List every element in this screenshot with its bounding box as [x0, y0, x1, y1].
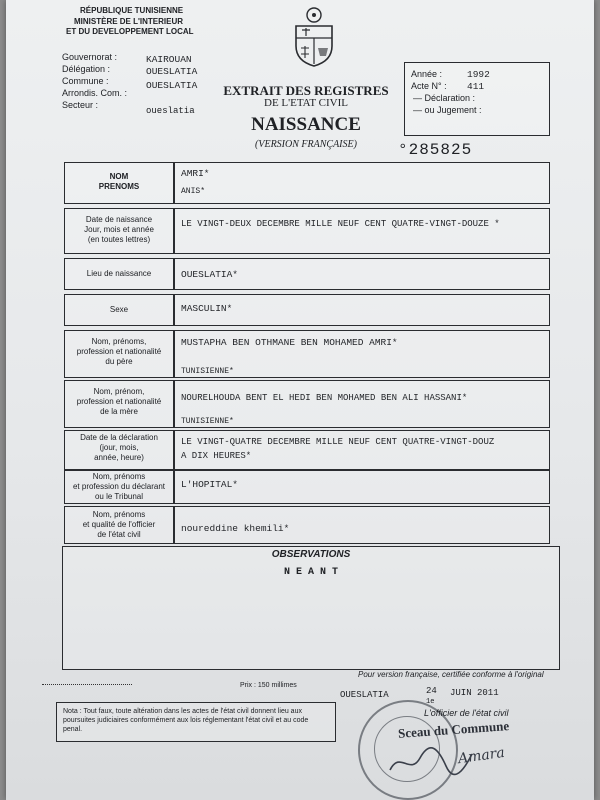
- row-value-2: A DIX HEURES*: [181, 451, 252, 461]
- officer-signature: Amara: [457, 744, 506, 768]
- row-pere: [64, 330, 550, 378]
- title-version: (VERSION FRANÇAISE): [255, 139, 357, 150]
- row-label: Nom, prénoms et qualité de l'officier de l'état civil: [82, 510, 156, 539]
- label-arrondissement: Arrondis. Com. :: [62, 88, 128, 98]
- row-date-naissance: [64, 208, 550, 254]
- observations-box: [62, 546, 560, 670]
- value-gouvernorat: KAIROUAN: [146, 54, 192, 65]
- annee-value: 1992: [467, 69, 490, 80]
- row-declarant: [64, 470, 550, 504]
- commune-stamp-text: Sceau du Commune: [397, 718, 510, 741]
- footer-date: JUIN 2011: [450, 688, 499, 698]
- signature-line: [42, 684, 132, 685]
- jugement-label: — ou Jugement :: [413, 105, 482, 115]
- row-label: Date de la déclaration (jour, mois, année, heure): [80, 433, 158, 462]
- row-value: MUSTAPHA BEN OTHMANE BEN MOHAMED AMRI*: [181, 337, 398, 348]
- row-value: AMRI*: [181, 168, 210, 179]
- nota-box: [56, 702, 336, 742]
- title-etat-civil: DE L'ETAT CIVIL: [264, 97, 348, 109]
- label-secteur: Secteur :: [62, 100, 99, 110]
- row-label: Sexe: [109, 305, 129, 314]
- officer-label: L'officier de l'état civil: [424, 708, 509, 718]
- row-value: OUESLATIA*: [181, 269, 239, 280]
- row-value-2: TUNISIENNE*: [181, 417, 234, 426]
- annee-label: Année :: [411, 69, 443, 79]
- footer-day: 24: [426, 686, 437, 696]
- row-nom-prenoms: [64, 162, 550, 204]
- republic-line: RÉPUBLIQUE TUNISIENNE: [80, 6, 184, 15]
- row-value: NOURELHOUDA BENT EL HEDI BEN MOHAMED BEN ALI HASSANI*: [181, 393, 468, 403]
- ministry-line-1: MINISTÈRE DE L'INTERIEUR: [74, 17, 184, 26]
- value-delegation: OUESLATIA: [146, 66, 198, 77]
- row-value: LE VINGT-DEUX DECEMBRE MILLE NEUF CENT QUATRE-VINGT-DOUZE *: [181, 219, 500, 229]
- serial-number: °285825: [398, 141, 473, 159]
- row-label: Nom, prénom, profession et nationalité de la mère: [76, 387, 162, 416]
- row-declaration: [64, 430, 550, 470]
- register-box: [404, 62, 550, 136]
- row-sexe: [64, 294, 550, 326]
- label-delegation: Délégation :: [62, 64, 111, 74]
- row-label: Lieu de naissance: [86, 269, 152, 278]
- value-commune: OUESLATIA: [146, 80, 198, 91]
- row-label: NOM PRENOMS: [98, 172, 140, 191]
- nota-text: Nota : Tout faux, toute altération dans les actes de l'état civil donnent lieu aux poursuites judiciaires conformément aux lois réglementant l'état civil et au code penal.: [63, 708, 309, 733]
- signature-scribble-icon: [386, 740, 476, 780]
- row-label: Date de naissance Jour, mois et année (en toutes lettres): [84, 215, 154, 244]
- row-officier: [64, 506, 550, 544]
- row-label: Nom, prénoms et profession du déclarant ou le Tribunal: [72, 472, 166, 501]
- title-registres: EXTRAIT DES REGISTRES: [223, 83, 389, 98]
- declaration-label: — Déclaration :: [413, 93, 476, 103]
- row-value: noureddine khemili*: [181, 523, 290, 534]
- label-commune: Commune :: [62, 76, 109, 86]
- acte-label: Acte N° :: [411, 81, 447, 91]
- ministry-line-2: ET DU DEVELOPPEMENT LOCAL: [66, 27, 194, 36]
- row-mere: [64, 380, 550, 428]
- value-secteur: oueslatia: [146, 106, 195, 116]
- coat-of-arms-icon: [288, 6, 340, 68]
- acte-value: 411: [467, 81, 485, 92]
- row-value-2: TUNISIENNE*: [181, 367, 234, 376]
- title-naissance: NAISSANCE: [251, 114, 361, 135]
- row-label: Nom, prénoms, profession et nationalité du père: [76, 337, 162, 366]
- row-value-2: ANIS*: [181, 187, 206, 196]
- certified-text: Pour version française, certifiée conforme à l'original: [358, 670, 544, 679]
- row-lieu-naissance: [64, 258, 550, 290]
- price-text: Prix : 150 millimes: [240, 682, 297, 689]
- label-gouvernorat: Gouvernorat :: [62, 52, 118, 62]
- footer-day-suffix: 1e: [426, 698, 435, 706]
- row-value: MASCULIN*: [181, 303, 233, 314]
- observations-heading: OBSERVATIONS: [271, 549, 351, 560]
- row-value: L'HOPITAL*: [181, 479, 239, 490]
- document-page: [6, 0, 594, 800]
- observations-text: N E A N T: [283, 567, 338, 578]
- footer-place: OUESLATIA: [340, 690, 389, 700]
- row-value: LE VINGT-QUATRE DECEMBRE MILLE NEUF CENT QUATRE-VINGT-DOUZ: [181, 437, 495, 447]
